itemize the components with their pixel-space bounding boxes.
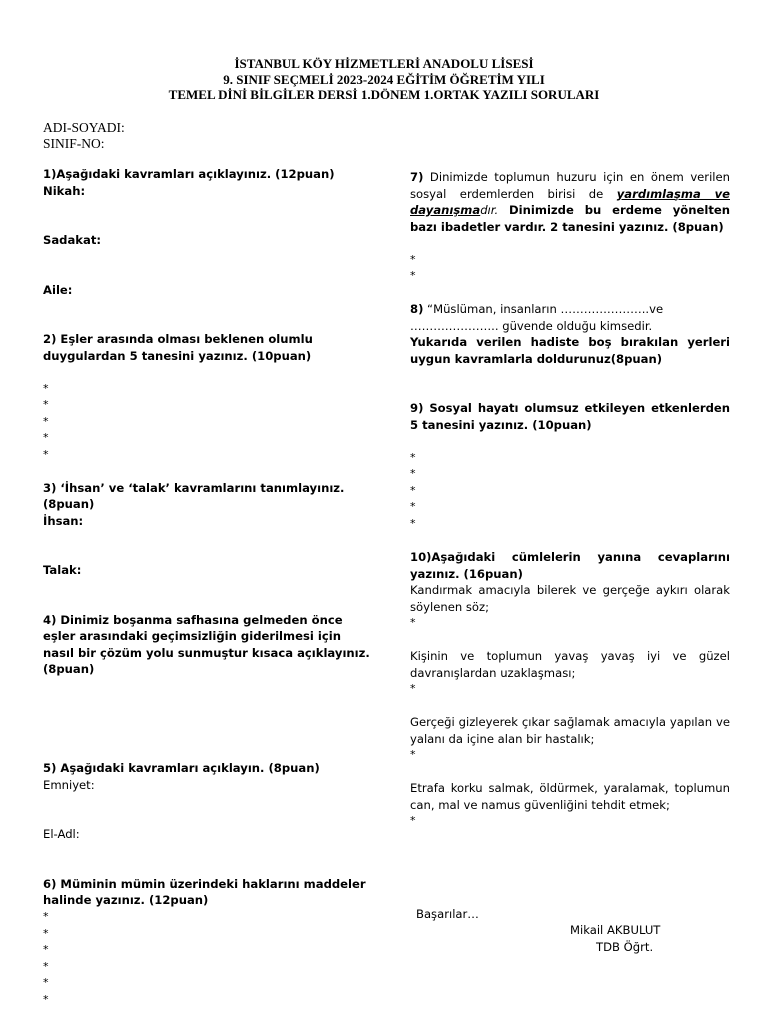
question-6-title: 6) Müminin mümin üzerindeki haklarını maddeler halinde yazınız. (12puan) (43, 876, 366, 908)
question-6-answers (43, 909, 373, 1009)
question-7-emphasis: yardımlaşma ve dayanışma (410, 186, 730, 217)
exam-title: TEMEL DİNİ BİLGİLER DERSİ 1.DÖNEM 1.ORTAK YAZILI SORULARI (168, 87, 600, 102)
answer-bullet: * (410, 682, 416, 696)
closing-wish: Başarılar… (416, 907, 479, 921)
answer-bullet: * (410, 500, 416, 514)
answer-bullet: * (43, 398, 49, 412)
question-2-answers (43, 381, 373, 464)
question-7-answers (410, 252, 730, 285)
question-10-item: Etrafa korku salmak, öldürmek, yaralamak, toplumun can, mal ve namus güvenliğini tehdit etmek; (410, 781, 730, 812)
answer-bullet: * (43, 992, 49, 1006)
term-emniyet: Emniyet: (43, 777, 95, 792)
question-9-title: 9) Sosyal hayatı olumsuz etkileyen etkenlerden 5 tanesini yazınız. (10puan) (410, 401, 730, 432)
exam-header (0, 56, 768, 103)
answer-bullet: * (43, 943, 49, 957)
question-10-item: Gerçeği gizleyerek çıkar sağlamak amacıyla yapılan ve yalanı da içine alan bir hastalık; (410, 715, 730, 746)
question-9-answers (410, 450, 730, 533)
question-5-title: 5) Aşağıdaki kavramları açıklayın. (8puan) (43, 761, 320, 776)
term-el-adl: El-Adl: (43, 827, 80, 842)
teacher-name: Mikail AKBULUT (570, 923, 661, 937)
question-7-instruction: Dinimizde bu erdeme yönelten bazı ibadetler vardır. 2 tanesini yazınız. (8puan) (410, 203, 730, 234)
answer-bullet: * (43, 431, 49, 445)
answer-bullet: * (43, 447, 49, 461)
question-8-instruction: Yukarıda verilen hadiste boş bırakılan yerleri uygun kavramlarla doldurunuz(8puan) (410, 335, 730, 366)
answer-bullet: * (410, 517, 416, 531)
answer-bullet: * (410, 450, 416, 464)
term-nikah: Nikah: (43, 183, 86, 198)
question-7 (410, 169, 730, 235)
question-8 (410, 301, 730, 334)
question-8-number: 8) (410, 302, 424, 317)
school-name: İSTANBUL KÖY HİZMETLERİ ANADOLU LİSESİ (234, 56, 534, 71)
question-3-title: 3) ‘İhsan’ ve ‘talak’ kavramlarını tanımlayınız. (8puan) (43, 480, 345, 512)
answer-bullet: * (410, 467, 416, 481)
answer-bullet: * (43, 959, 49, 973)
left-column (43, 166, 373, 1009)
class-label: SINIF-NO: (43, 135, 105, 151)
question-7-text: Dinimizde toplumun huzuru için en önem verilen sosyal erdemlerden birisi de (410, 170, 730, 201)
term-ihsan: İhsan: (43, 513, 84, 528)
term-aile: Aile: (43, 282, 73, 297)
question-10-title: 10)Aşağıdaki cümlelerin yanına cevaplarını yazınız. (16puan) (410, 550, 730, 581)
answer-bullet: * (43, 976, 49, 990)
class-year: 9. SINIF SEÇMELİ 2023-2024 EĞİTİM ÖĞRETİM YILI (223, 71, 545, 87)
term-talak: Talak: (43, 563, 82, 578)
term-sadakat: Sadakat: (43, 233, 102, 247)
question-10-item: Kandırmak amacıyla bilerek ve gerçeğe aykırı olarak söylenen söz; (410, 583, 730, 614)
answer-bullet: * (410, 748, 416, 762)
question-8-hadith: “Müslüman, insanların …………………..ve ………………….. güvende olduğu kimsedir. (410, 302, 664, 333)
answer-bullet: * (43, 381, 49, 395)
teacher-role: TDB Öğrt. (596, 940, 654, 954)
question-7-number: 7) (410, 170, 424, 184)
student-info (43, 120, 125, 151)
answer-bullet: * (410, 269, 416, 283)
answer-bullet: * (410, 814, 416, 828)
question-1-title: 1)Aşağıdaki kavramları açıklayınız. (12puan) (43, 167, 335, 181)
question-2-title: 2) Eşler arasında olması beklenen olumlu duygulardan 5 tanesini yazınız. (10puan) (43, 332, 313, 363)
name-label: ADI-SOYADI: (43, 120, 125, 135)
answer-bullet: * (410, 252, 416, 266)
answer-bullet: * (43, 414, 49, 428)
answer-bullet: * (43, 926, 49, 940)
answer-bullet: * (410, 616, 416, 630)
question-7-suffix: dır. (480, 203, 499, 217)
question-10-item: Kişinin ve toplumun yavaş yavaş iyi ve güzel davranışlardan uzaklaşması; (410, 649, 730, 680)
answer-bullet: * (43, 909, 49, 923)
right-column (410, 169, 730, 830)
question-4-title: 4) Dinimiz boşanma safhasına gelmeden önce eşler arasındaki geçimsizliğin giderilmesi için nasıl bir çözüm yolu sunmuştur kısaca açıklayınız. (8puan) (43, 612, 370, 677)
answer-bullet: * (410, 483, 416, 497)
